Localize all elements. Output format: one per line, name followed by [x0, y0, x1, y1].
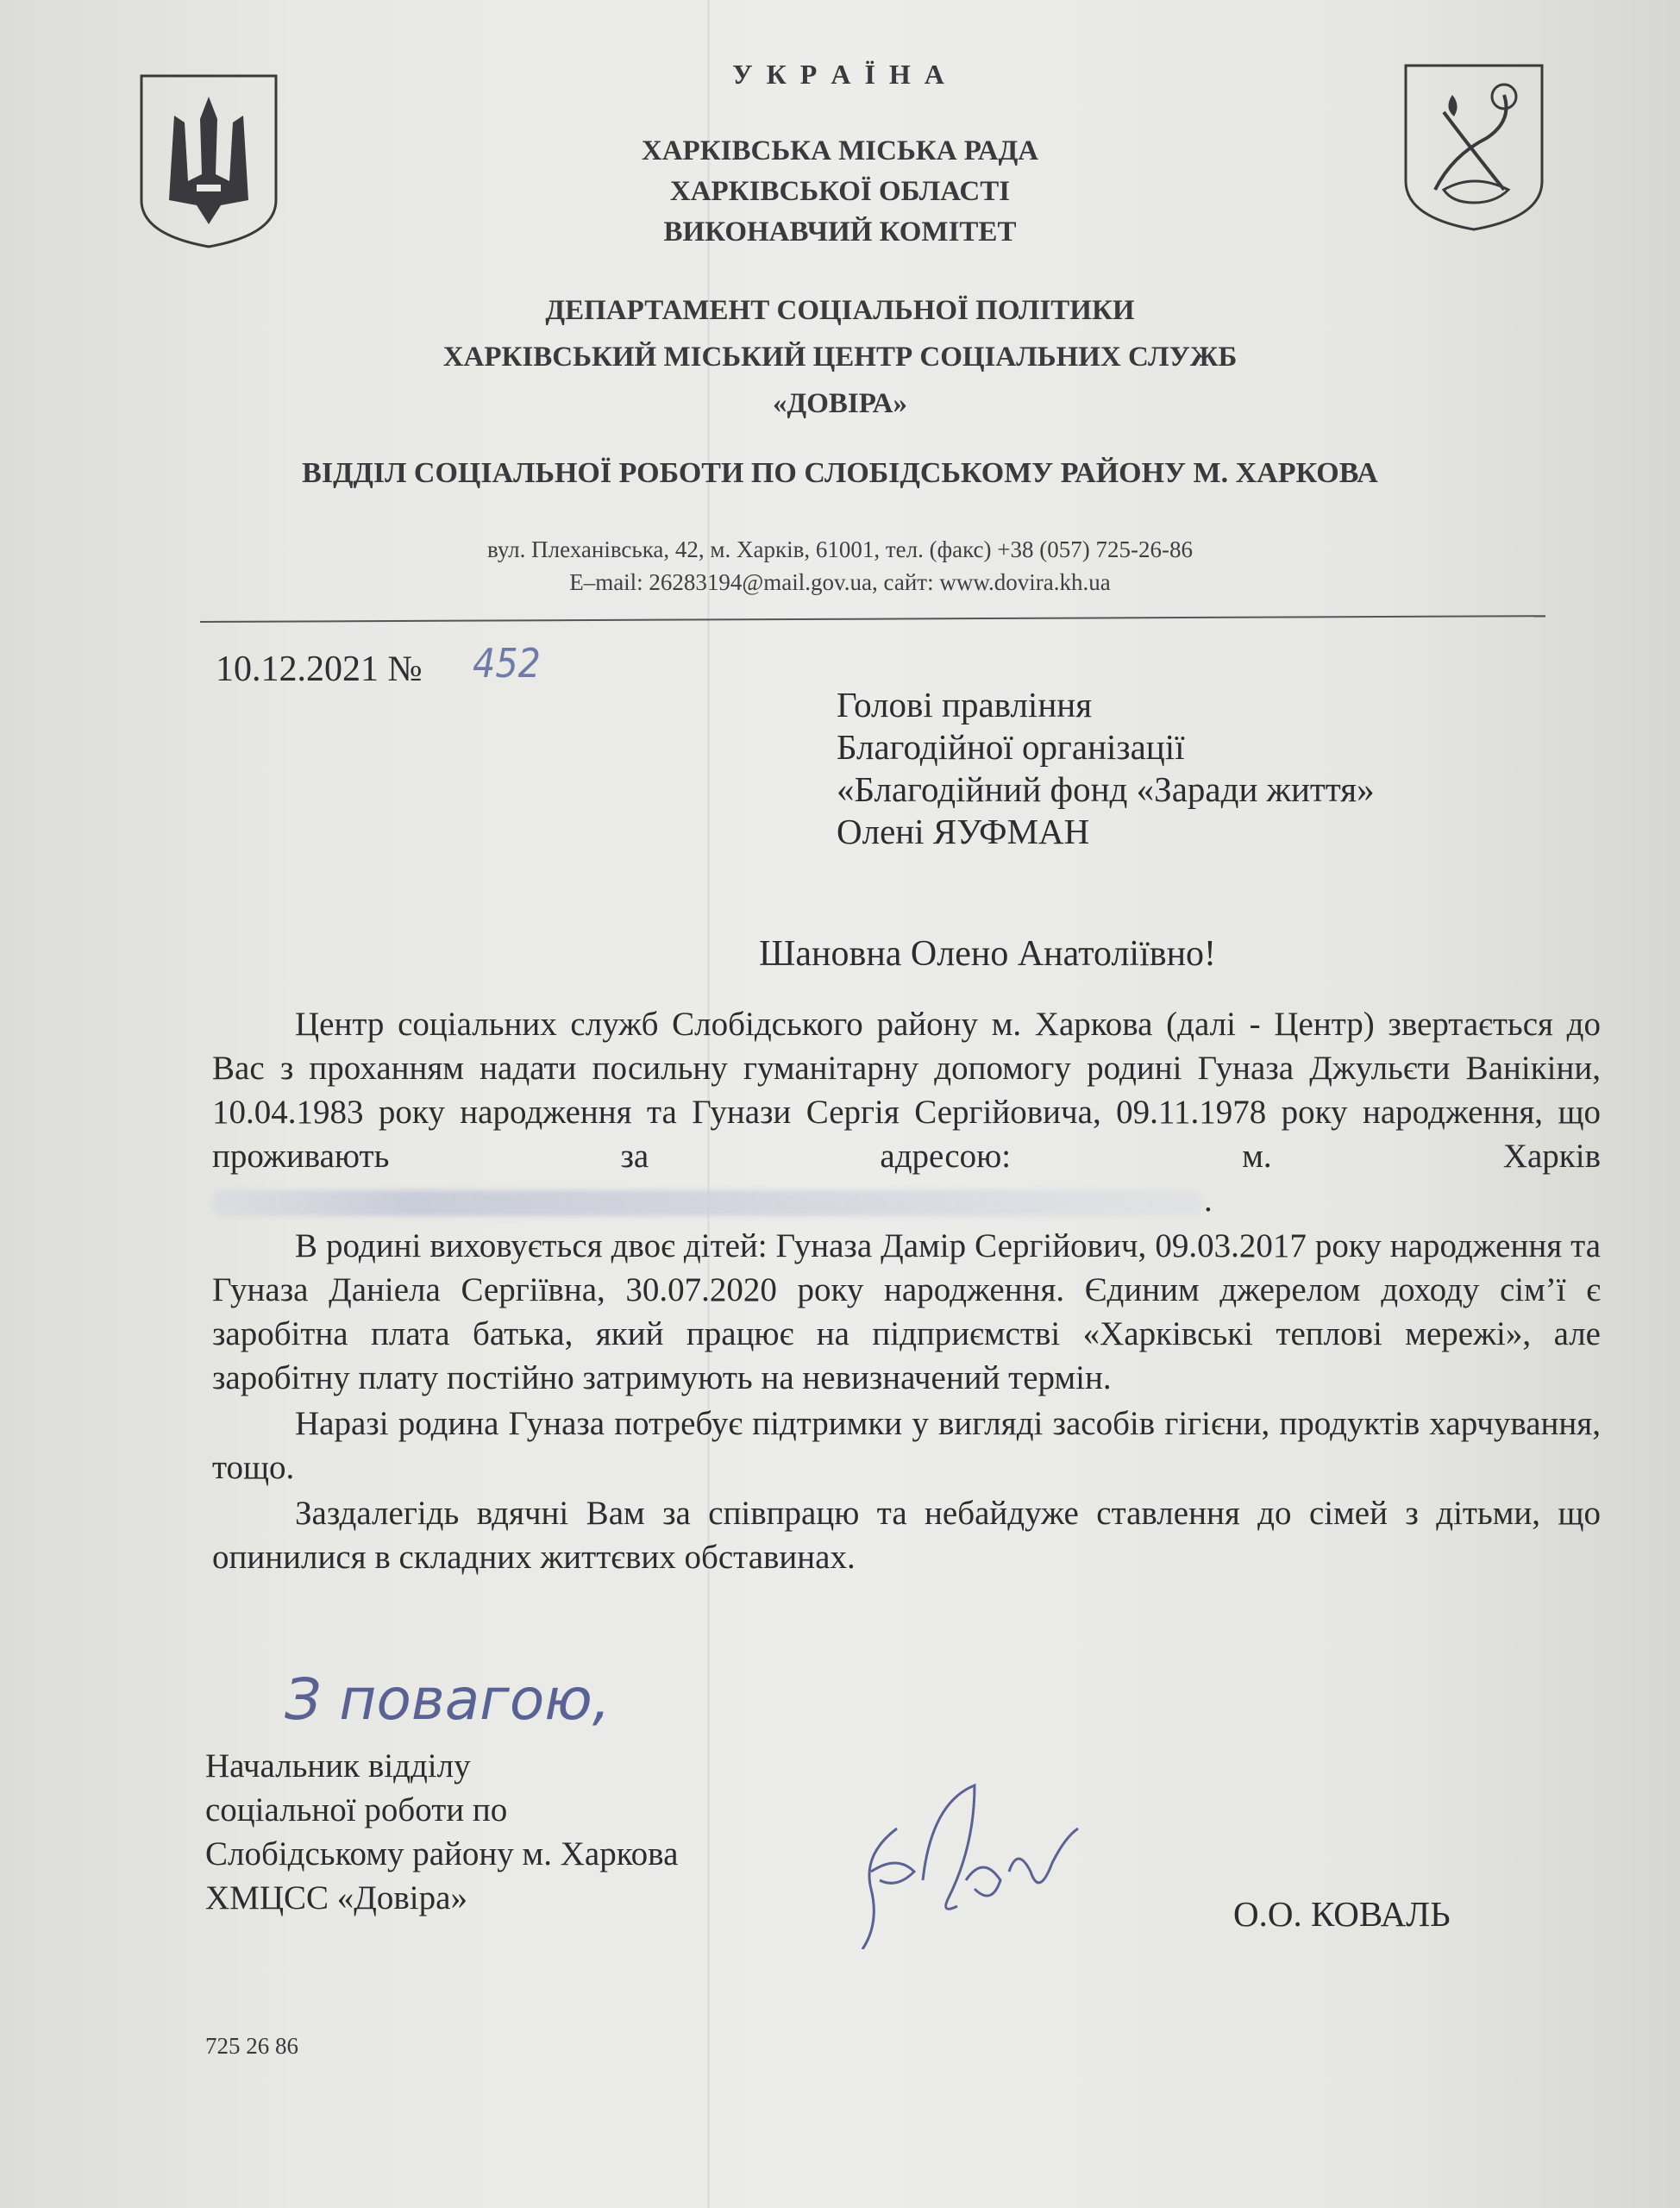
paragraph-3: Наразі родина Гуназа потребує підтримки у вигляді засобів гігієни, продуктів харчування, тощо.: [212, 1405, 1601, 1486]
addressee-line-1: Голові правління: [837, 685, 1093, 724]
addressee-line-2: Благодійної організації: [837, 727, 1185, 767]
handwritten-annotation: З повагою,: [285, 1666, 611, 1733]
division-title: ВІДДІЛ СОЦІАЛЬНОЇ РОБОТИ ПО СЛОБІДСЬКОМУ РАЙОНУ М. ХАРКОВА: [302, 457, 1378, 489]
signature-line-4: ХМЦСС «Довіра»: [205, 1879, 467, 1916]
addressee-line-4: Олені ЯУФМАН: [837, 812, 1090, 851]
signature-line-1: Начальник відділу: [205, 1747, 471, 1785]
center-title: ХАРКІВСЬКИЙ МІСЬКИЙ ЦЕНТР СОЦІАЛЬНИХ СЛУЖБ: [442, 342, 1238, 373]
redacted-address: [212, 1190, 1204, 1216]
council-line-3: ВИКОНАВЧИЙ КОМІТЕТ: [663, 216, 1017, 248]
paragraph-4: Заздалегідь вдячні Вам за співпрацю та небайдуже ставлення до сімей з дітьми, що опинилися в складних життєвих обставинах.: [212, 1495, 1601, 1576]
salutation: Шановна Олено Анатоліївно!: [759, 934, 1217, 974]
council-line-1: ХАРКІВСЬКА МІСЬКА РАДА: [641, 135, 1039, 166]
contacts-line: E–mail: 26283194@mail.gov.ua, сайт: www.dovira.kh.ua: [569, 569, 1111, 595]
signature-block: [205, 1744, 678, 1920]
addressee-line-3: «Благодійний фонд «Заради життя»: [837, 769, 1375, 809]
reference-number: 452: [473, 640, 541, 687]
country-title: У К Р А Ї Н А: [732, 59, 948, 90]
signature-line-2: соціальної роботи по: [205, 1791, 508, 1828]
handwritten-signature-icon: [845, 1777, 1104, 1949]
address-line: вул. Плеханівська, 42, м. Харків, 61001, тел. (факс) +38 (057) 725-26-86: [487, 536, 1193, 562]
signature-line-3: Слобідському району м. Харкова: [205, 1835, 679, 1872]
paragraph-1: [212, 1002, 1601, 1222]
header-divider: [200, 615, 1545, 623]
signer-name: О.О. КОВАЛЬ: [1233, 1894, 1451, 1934]
reference-date: 10.12.2021 №: [216, 649, 423, 689]
council-line-2: ХАРКІВСЬКОЇ ОБЛАСТІ: [669, 176, 1011, 207]
footer-phone: 725 26 86: [205, 2033, 298, 2059]
paragraph-1-end: .: [1204, 1182, 1213, 1219]
paragraph-1-text: Центр соціальних служб Слобідського району м. Харкова (далі - Центр) звертається до Вас з проханням надати посильну гуманітарну допомогу родині Гуназа Джульєти Ванікіни, 10.04.1983 року народження та Гунази Сергія Сергійовича, 09.11.1978 року народження, що проживають за адресою: м. Харків: [212, 1006, 1601, 1175]
addressee-block: [837, 684, 1375, 853]
center-name: «ДОВІРА»: [773, 388, 907, 419]
letter-body: [212, 1002, 1601, 1581]
paragraph-2: В родині виховується двоє дітей: Гуназа Дамір Сергійович, 09.03.2017 року народження та Гуназа Даніела Сергіївна, 30.07.2020 року народження. Єдиним джерелом доходу сім’ї є заробітна плата батька, який працює на підприємстві «Харківські теплові мережі», але заробітну плату постійно затримують на невизначений термін.: [212, 1227, 1601, 1396]
department-title: ДЕПАРТАМЕНТ СОЦІАЛЬНОЇ ПОЛІТИКИ: [545, 295, 1135, 326]
